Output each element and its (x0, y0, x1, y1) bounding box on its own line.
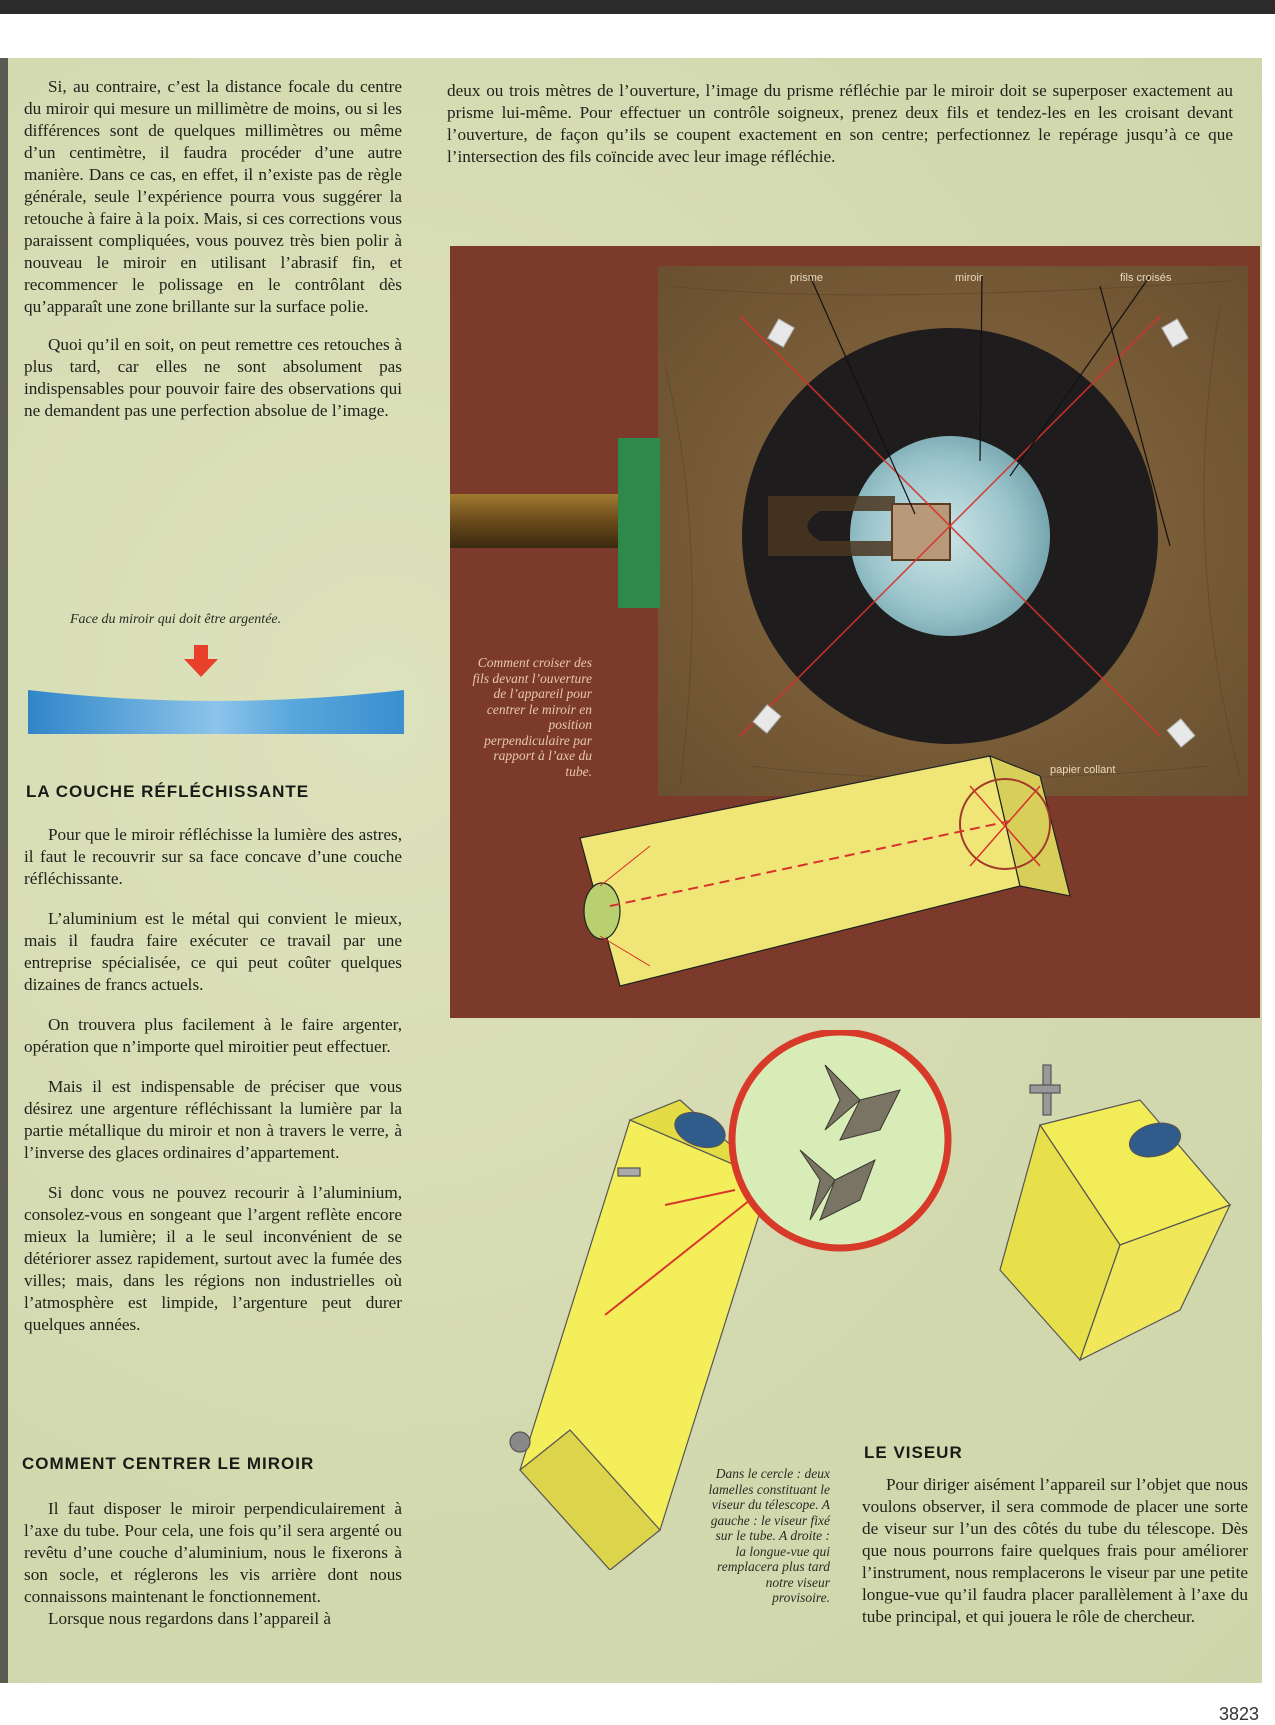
figure-caption: Comment croiser des fils devant l’ouverture de l’appareil pour centrer le miroir en position perpendiculaire par rapport à l’axe du tube. (472, 655, 592, 779)
paragraph: On trouvera plus facilement à le faire argenter, opération que n’importe quel miroitier peut effectuer. (24, 1015, 402, 1056)
paragraph: Il faut disposer le miroir perpendiculairement à l’axe du tube. Pour cela, une fois qu’il sera argenté ou revêtu d’une couche d’aluminium, nous le fixerons à son socle, et réglerons les vis arrière dont nous connaissons maintenant le fonctionnement. (24, 1499, 402, 1606)
page-left-edge (0, 58, 8, 1683)
prism (892, 504, 950, 560)
arrow-icon (184, 645, 218, 677)
paragraph: Pour diriger aisément l’appareil sur l’objet que nous voulons observer, il sera commode de placer une sorte de viseur sur l’un des côtés du tube du télescope. Dès que nous pourrons faire quelques frais pour améliorer l’instrument, nous remplacerons le viseur par une petite longue-vue qu’il faudra placer parallèlement à l’axe du tube principal, et qui jouera le rôle de chercheur. (862, 1475, 1248, 1626)
section-centrer-body (24, 1498, 402, 1630)
label-papier: papier collant (1050, 764, 1116, 776)
label-miroir: miroir (955, 272, 983, 284)
telescope-opening-figure (450, 246, 1260, 1018)
eyepiece-mount (618, 438, 660, 608)
paragraph: Si donc vous ne pouvez recourir à l’aluminium, consolez-vous en songeant que l’argent reflète encore mieux la lumière; il a le seul inconvénient de se détériorer assez rapidement, surtout avec la fumée des villes; mais, dans les régions non industrielles où l’atmosphère est limpide, l’argenture peut durer quelques années. (24, 1183, 402, 1334)
page-number: 3823 (1218, 1704, 1259, 1724)
paragraph: Si, au contraire, c’est la distance focale du centre du miroir qui mesure un millimètre de moins, ou si les différences sont de quelques millimètres ou même d’un centimètre, il faudra procéder d’une autre manière. Dans ce cas, en effet, il n’existe pas de règle générale, seule l’expérience pourra vous suggérer la retouche à faire à la poix. Mais, si ces corrections vous paraissent compliquées, vous pouvez très bien polir à nouveau le miroir en utilisant l’abrasif fin, et recommencer le polissage en le contrôlant dès qu’apparaît une zone brillante sur la surface polie. (24, 77, 402, 316)
section-heading: LE VISEUR (864, 1443, 963, 1462)
paragraph: deux ou trois mètres de l’ouverture, l’image du prisme réfléchie par le miroir doit se superposer exactement au prisme lui-même. Pour effectuer un contrôle soigneux, prenez deux fils et tendez-les en les croisant devant l’ouverture, de façon qu’ils se coupent exactement en son centre; perfectionnez le repérage jusqu’à ce que l’intersection des fils coïncide avec leur image réfléchie. (447, 81, 1233, 166)
eyepiece-tube (450, 494, 622, 548)
paragraph: Lorsque nous regardons dans l’appareil à (48, 1609, 332, 1628)
section-heading: COMMENT CENTRER LE MIROIR (22, 1454, 315, 1473)
section-viseur-body (862, 1474, 1248, 1628)
viseur-caption: Dans le cercle : deux lamelles constituant le viseur du télescope. A gauche : le viseur fixé sur le tube. A droite : la longue-vue qui remplacera plus tard notre viseur provisoire. (708, 1466, 830, 1605)
paragraph: Mais il est indispensable de préciser que vous désirez une argenture réfléchissant la lumière par la partie métallique du miroir et non à travers le verre, à l’inverse des glaces ordinaires d’appartement. (24, 1077, 402, 1162)
label-prisme: prisme (790, 272, 824, 284)
mirror-diagram (26, 640, 406, 745)
paragraph: Pour que le miroir réfléchisse la lumière des astres, il faut le recouvrir sur sa face concave d’une couche réfléchissante. (24, 825, 402, 888)
scan-top-border (0, 0, 1275, 14)
right-column-intro (447, 80, 1233, 181)
mirror-caption: Face du miroir qui doit être argentée. (70, 612, 282, 627)
paragraph: L’aluminium est le métal qui convient le mieux, mais il faudra faire exécuter ce travail par une entreprise spécialisée, ce qui peut coûter quelques dizaines de francs actuels. (24, 909, 402, 994)
mirror-shape (28, 690, 404, 734)
section-heading: LA COUCHE RÉFLÉCHISSANTE (26, 782, 310, 801)
paragraph: Quoi qu’il en soit, on peut remettre ces retouches à plus tard, car elles ne sont absolument pas indispensables pour pouvoir faire des observations qui ne demandent pas une perfection absolue de l’image. (24, 335, 402, 420)
section-couche-body (24, 824, 402, 1349)
label-fils: fils croisés (1120, 272, 1172, 284)
left-column-intro (24, 76, 402, 435)
